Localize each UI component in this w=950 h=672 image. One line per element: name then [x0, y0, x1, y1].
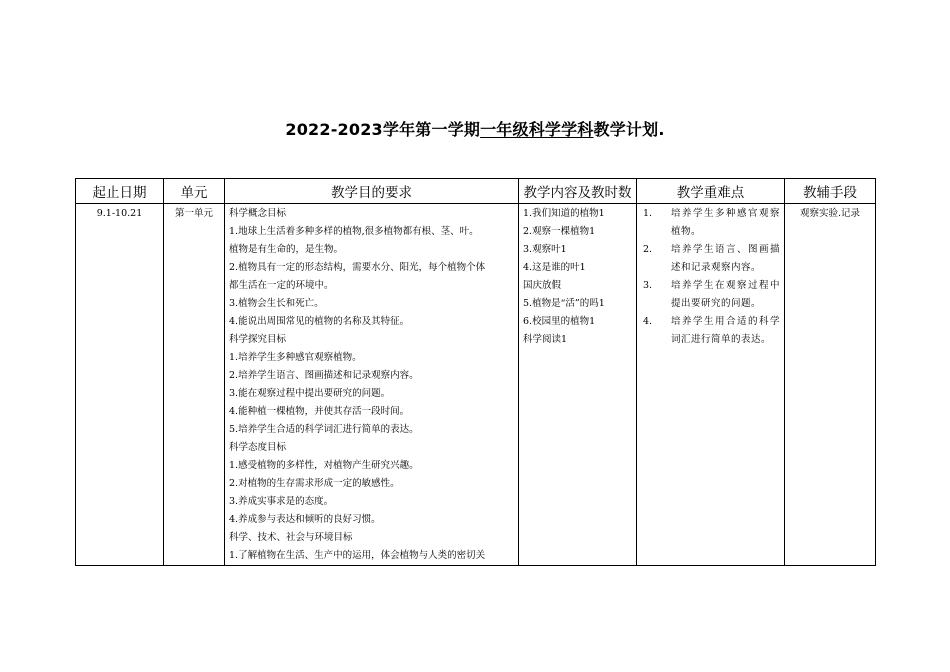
key-points-list: [641, 205, 780, 349]
objective-line: 1.地球上生活着多种多样的植物,很多植物都有根、茎、叶。: [229, 226, 479, 237]
key-point-item: [641, 277, 780, 313]
objective-line: 植物是有生命的，是生物。: [229, 244, 344, 255]
key-point-text: 培养学生语言、图画描述和记录观察内容。: [671, 244, 780, 273]
content-line: 6.校园里的植物1: [523, 316, 596, 327]
content-line: 国庆放假: [523, 280, 562, 291]
teaching-plan-table: [75, 178, 876, 566]
objective-line: 5.培养学生合适的科学词汇进行简单的表达。: [229, 424, 419, 435]
objective-line: 3.养成实事求是的态度。: [229, 496, 334, 507]
header-objectives: 教学目的要求: [225, 179, 519, 204]
header-unit: 单元: [164, 179, 225, 204]
key-point-text: 培养学生用合适的科学词汇进行简单的表达。: [671, 316, 780, 345]
header-contents: 教学内容及教时数: [519, 179, 637, 204]
objective-line: 3.能在观察过程中提出要研究的问题。: [229, 388, 391, 399]
key-point-item: [641, 205, 780, 241]
objective-line: 科学探究目标: [229, 334, 287, 345]
objective-line: 3.植物会生长和死亡。: [229, 298, 324, 309]
cell-contents: [519, 204, 637, 566]
cell-unit: 第一单元: [164, 204, 225, 566]
objective-line: 1.了解植物在生活、生产中的运用，体会植物与人类的密切关: [229, 550, 486, 561]
content-line: 4.这是谁的叶1: [523, 262, 586, 273]
title-suffix: 教学计划.: [593, 120, 665, 139]
objective-line: 2.对植物的生存需求形成一定的敏感性。: [229, 478, 400, 489]
content-line: 1.我们知道的植物1: [523, 208, 605, 219]
objective-line: 1.培养学生多种感官观察植物。: [229, 352, 362, 363]
objective-line: 2.植物具有一定的形态结构，需要水分、阳光，每个植物个体: [229, 262, 486, 273]
table-header-row: [76, 179, 876, 204]
key-point-item: [641, 241, 780, 277]
key-point-number: 1.: [643, 208, 653, 219]
content-line: 3.观察叶1: [523, 244, 567, 255]
header-date: 起止日期: [76, 179, 164, 204]
header-key-points: 教学重难点: [637, 179, 785, 204]
key-point-number: 4.: [643, 316, 653, 327]
objective-line: 科学、技术、社会与环境目标: [229, 532, 353, 543]
cell-date: 9.1-10.21: [76, 204, 164, 566]
content-line: 科学阅读1: [523, 334, 568, 345]
key-point-text: 培养学生多种感官观察植物。: [671, 208, 780, 237]
page-title: [0, 117, 950, 140]
content-line: 2.观察一棵植物1: [523, 226, 596, 237]
objective-line: 都生活在一定的环境中。: [229, 280, 334, 291]
key-point-number: 3.: [643, 280, 653, 291]
content-line: 5.植物是“活”的吗1: [523, 298, 605, 309]
cell-objectives: [225, 204, 519, 566]
header-aids: 教辅手段: [785, 179, 876, 204]
cell-key-points: [637, 204, 785, 566]
objective-line: 4.能种植一棵植物，并使其存活一段时间。: [229, 406, 410, 417]
objective-line: 1.感受植物的多样性，对植物产生研究兴趣。: [229, 460, 419, 471]
objective-line: 科学概念目标: [229, 208, 287, 219]
key-point-text: 培养学生在观察过程中提出要研究的问题。: [671, 280, 780, 309]
objective-line: 4.能说出周围常见的植物的名称及其特征。: [229, 316, 410, 327]
title-subject: 一年级科学学科: [480, 120, 594, 139]
table-row: [76, 204, 876, 566]
objective-line: 科学态度目标: [229, 442, 287, 453]
title-prefix: 2022-2023学年第一学期: [285, 120, 481, 139]
cell-aids: 观察实验.记录: [785, 204, 876, 566]
objective-line: 2.培养学生语言、图画描述和记录观察内容。: [229, 370, 419, 381]
key-point-item: [641, 313, 780, 349]
key-point-number: 2.: [643, 244, 653, 255]
objective-line: 4.养成参与表达和倾听的良好习惯。: [229, 514, 381, 525]
